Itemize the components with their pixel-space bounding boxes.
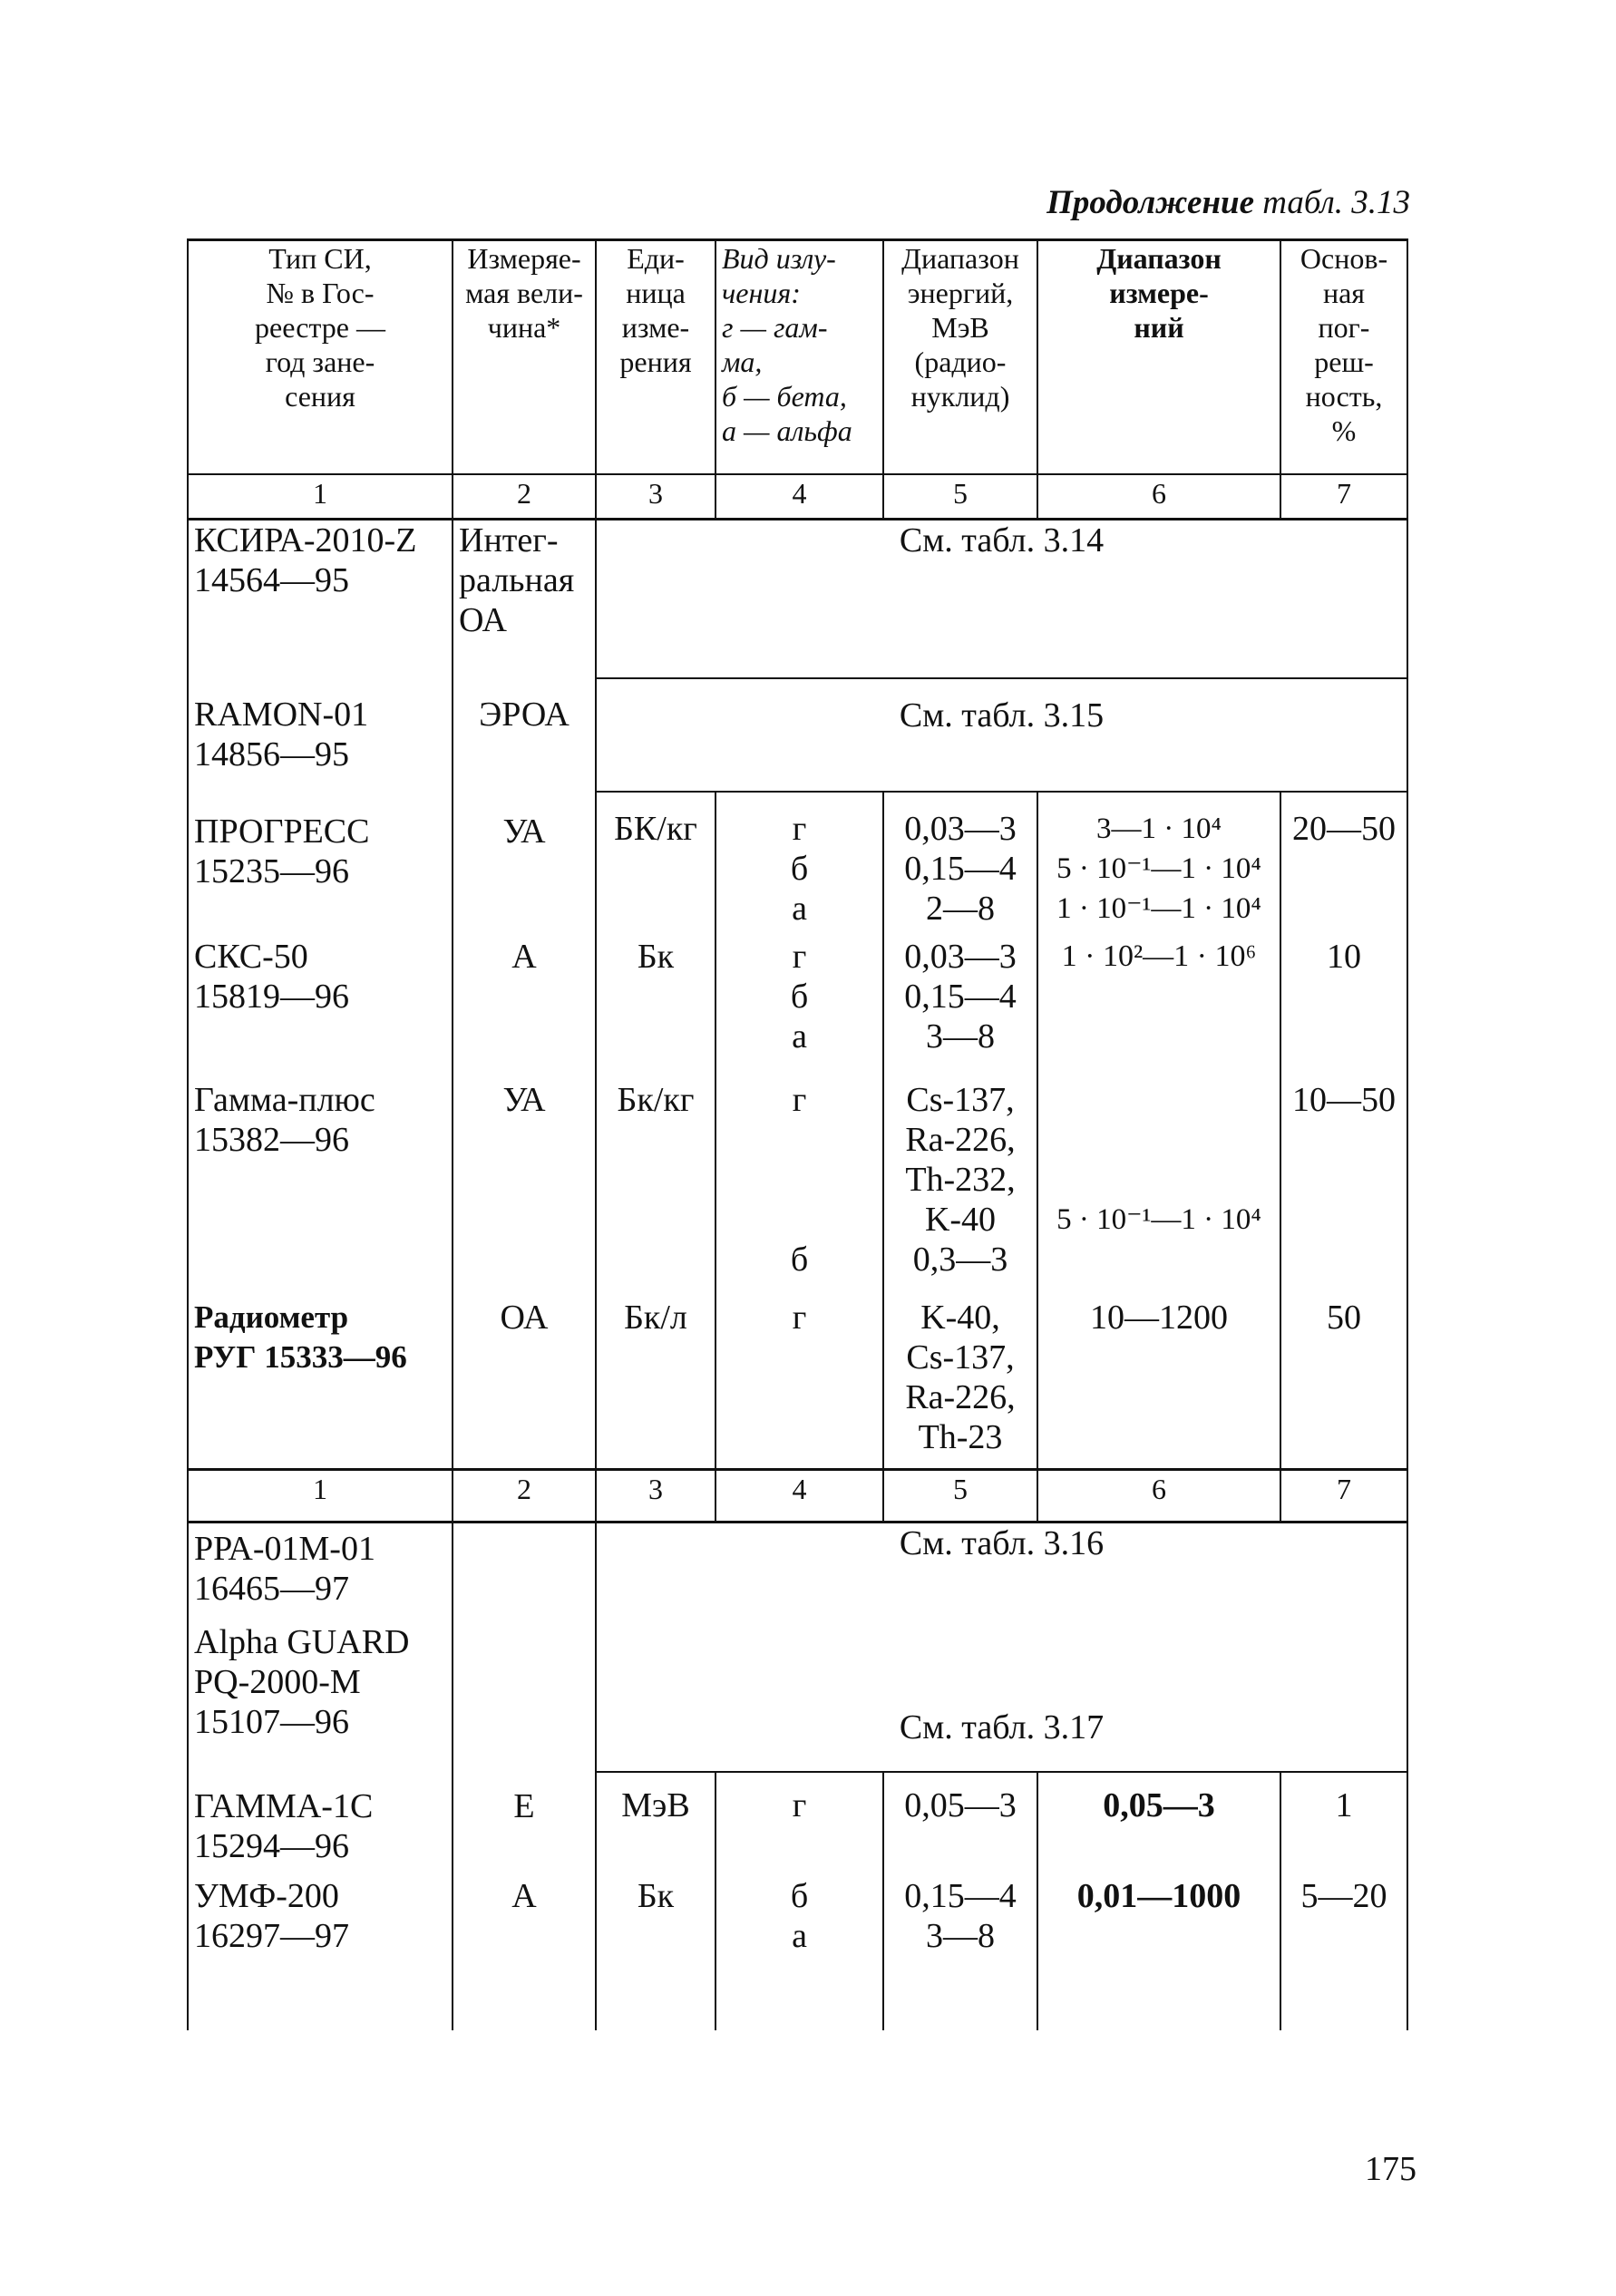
energy-range: Cs-137, Ra-226, Th-232, K-40 0,3—3 [883, 1080, 1037, 1298]
col-num: 6 [1037, 474, 1280, 520]
measurement-range: 0,01—1000 [1037, 1876, 1280, 2030]
col-num: 2 [453, 474, 596, 520]
measured-quantity: Е [453, 1772, 596, 1876]
unit: БК/кг [596, 792, 716, 937]
col-num: 6 [1037, 1470, 1280, 1523]
instrument-name: КСИРА-2010-Z 14564—95 [188, 520, 453, 678]
col-num: 7 [1280, 474, 1407, 520]
col-num: 1 [188, 474, 453, 520]
measured-quantity [453, 1622, 596, 1772]
instrument-name: СКС-50 15819—96 [188, 937, 453, 1080]
header-row [188, 240, 1407, 474]
table-reference: См. табл. 3.15 [596, 678, 1407, 792]
unit: МэВ [596, 1772, 716, 1876]
measured-quantity [453, 1523, 596, 1622]
measurement-range: 10—1200 [1037, 1298, 1280, 1470]
table-row [188, 937, 1407, 1080]
table-row [188, 678, 1407, 792]
col-num: 4 [716, 474, 883, 520]
radiation-type: г [716, 1772, 883, 1876]
header-quantity: Измеряе- мая вели- чина* [453, 240, 596, 474]
measured-quantity: УА [453, 792, 596, 937]
basic-error: 10—50 [1280, 1080, 1407, 1298]
table-reference: См. табл. 3.17 [596, 1622, 1407, 1772]
basic-error: 5—20 [1280, 1876, 1407, 2030]
table-row [188, 520, 1407, 678]
col-num: 7 [1280, 1470, 1407, 1523]
header-radiation: Вид излу- чения: г — гам- ма, б — бета, а — альфа [716, 240, 883, 474]
col-num: 2 [453, 1470, 596, 1523]
table-reference: См. табл. 3.16 [596, 1523, 1407, 1622]
energy-range: 0,05—3 [883, 1772, 1037, 1876]
table-row [188, 1622, 1407, 1772]
radiation-type: г б а [716, 937, 883, 1080]
table-row [188, 1523, 1407, 1622]
instrument-name: ГАММА-1С 15294—96 [188, 1772, 453, 1876]
radiation-type: г б а [716, 792, 883, 937]
energy-range: K-40, Cs-137, Ra-226, Th-23 [883, 1298, 1037, 1470]
measured-quantity: ЭРОА [453, 678, 596, 792]
instrument-table [187, 238, 1408, 2030]
col-num: 3 [596, 1470, 716, 1523]
radiation-type: г [716, 1298, 883, 1470]
basic-error: 1 [1280, 1772, 1407, 1876]
measured-quantity: Интег- ральная ОА [453, 520, 596, 678]
table-row [188, 792, 1407, 937]
radiation-type: г б [716, 1080, 883, 1298]
caption-continuation: Продолжение [1047, 184, 1254, 221]
instrument-name: Alpha GUARD PQ-2000-M 15107—96 [188, 1622, 453, 1772]
caption-table-ref: табл. 3.13 [1262, 184, 1410, 221]
header-range: Диапазон измере- ний [1037, 240, 1280, 474]
instrument-name: УМФ-200 16297—97 [188, 1876, 453, 2030]
table-row [188, 1298, 1407, 1470]
radiation-type: б а [716, 1876, 883, 2030]
header-energy: Диапазон энергий, МэВ (радио- нуклид) [883, 240, 1037, 474]
energy-range: 0,15—4 3—8 [883, 1876, 1037, 2030]
col-num: 5 [883, 1470, 1037, 1523]
unit: Бк [596, 937, 716, 1080]
column-numbers-row [188, 474, 1407, 520]
basic-error: 20—50 [1280, 792, 1407, 937]
table-row [188, 1772, 1407, 1876]
instrument-name: Радиометр РУГ 15333—96 [188, 1298, 453, 1470]
energy-range: 0,03—3 0,15—4 3—8 [883, 937, 1037, 1080]
page-number: 175 [1365, 2150, 1416, 2188]
measured-quantity: УА [453, 1080, 596, 1298]
instrument-name: Гамма-плюс 15382—96 [188, 1080, 453, 1298]
col-num: 4 [716, 1470, 883, 1523]
instrument-name: РРА-01М-01 16465—97 [188, 1523, 453, 1622]
table-row [188, 1080, 1407, 1298]
unit: Бк/л [596, 1298, 716, 1470]
basic-error: 50 [1280, 1298, 1407, 1470]
header-type: Тип СИ, № в Гос- реестре — год зане- сения [188, 240, 453, 474]
basic-error: 10 [1280, 937, 1407, 1080]
table-reference: См. табл. 3.14 [596, 520, 1407, 678]
unit: Бк [596, 1876, 716, 2030]
header-error: Основ- ная пог- реш- ность, % [1280, 240, 1407, 474]
measured-quantity: А [453, 1876, 596, 2030]
col-num: 1 [188, 1470, 453, 1523]
col-num: 3 [596, 474, 716, 520]
measurement-range: 3—1 · 10⁴ 5 · 10⁻¹—1 · 10⁴ 1 · 10⁻¹—1 · 10⁴ [1037, 792, 1280, 937]
unit: Бк/кг [596, 1080, 716, 1298]
measurement-range: 5 · 10⁻¹—1 · 10⁴ [1037, 1080, 1280, 1298]
measured-quantity: А [453, 937, 596, 1080]
energy-range: 0,03—3 0,15—4 2—8 [883, 792, 1037, 937]
measured-quantity: ОА [453, 1298, 596, 1470]
table-row [188, 1876, 1407, 2030]
table-caption [1047, 183, 1410, 222]
column-numbers-row [188, 1470, 1407, 1523]
header-unit: Еди- ница изме- рения [596, 240, 716, 474]
measurement-range: 0,05—3 [1037, 1772, 1280, 1876]
col-num: 5 [883, 474, 1037, 520]
instrument-name: ПРОГРЕСС 15235—96 [188, 792, 453, 937]
instrument-name: RAMON-01 14856—95 [188, 678, 453, 792]
measurement-range: 1 · 10²—1 · 10⁶ [1037, 937, 1280, 1080]
